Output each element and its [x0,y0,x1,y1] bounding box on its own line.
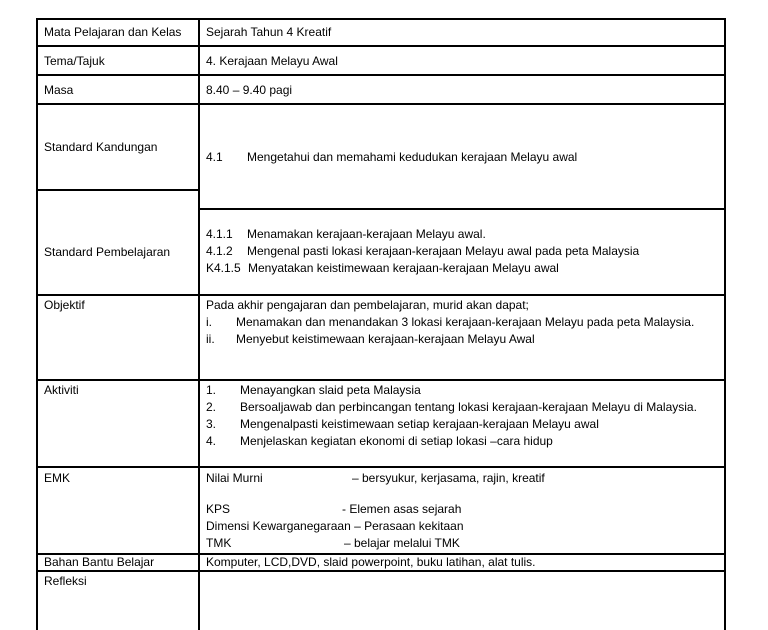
aktiviti-number: 1. [206,383,217,397]
emk-value: – bersyukur, kerjasama, rajin, kreatif [352,471,545,485]
emk-key: Dimensi Kewarganegaraan – Perasaan kekitaan [206,519,464,533]
objektif-intro: Pada akhir pengajaran dan pembelajaran, murid akan dapat; [206,298,529,312]
objektif-item [206,331,535,348]
sp-item [206,243,639,260]
row-divider [36,45,726,47]
aktiviti-item [206,433,553,450]
sp-number: 4.1.1 [206,227,233,241]
sk-number: 4.1 [206,150,223,164]
row-divider [36,189,200,191]
sp-text: Menyatakan keistimewaan kerajaan-kerajaan Melayu awal [248,261,559,275]
label-standard-kandungan: Standard Kandungan [44,140,158,154]
table-border-left [36,18,38,630]
label-bahan: Bahan Bantu Belajar [44,555,155,569]
value-tema: 4. Kerajaan Melayu Awal [206,54,338,68]
objektif-number: i. [206,315,212,329]
emk-value: - Elemen asas sejarah [342,502,462,516]
label-refleksi: Refleksi [44,574,87,588]
sp-number: 4.1.2 [206,244,233,258]
emk-key: Nilai Murni [206,471,263,485]
label-emk: EMK [44,471,71,485]
aktiviti-number: 4. [206,434,217,448]
label-tema: Tema/Tajuk [44,54,105,68]
sp-number: K4.1.5 [206,261,241,275]
sp-text: Menamakan kerajaan-kerajaan Melayu awal. [247,227,486,241]
label-aktiviti: Aktiviti [44,383,79,397]
row-divider [36,466,726,468]
row-divider [36,294,726,296]
aktiviti-item [206,382,421,399]
value-standard-kandungan [206,149,577,166]
aktiviti-item [206,399,697,416]
aktiviti-number: 2. [206,400,217,414]
aktiviti-text: Menayangkan slaid peta Malaysia [240,383,421,397]
objektif-text: Menamakan dan menandakan 3 lokasi kerajaan-kerajaan Melayu pada peta Malaysia. [236,315,695,329]
table-border-right [724,18,726,630]
row-divider [36,74,726,76]
aktiviti-item [206,416,599,433]
lesson-plan-table [36,18,726,630]
aktiviti-text: Bersoaljawab dan perbincangan tentang lokasi kerajaan-kerajaan Melayu di Malaysia. [240,400,697,414]
row-divider [36,379,726,381]
table-border-top [36,18,726,20]
aktiviti-number: 3. [206,417,217,431]
emk-key: KPS [206,502,231,516]
objektif-text: Menyebut keistimewaan kerajaan-kerajaan Melayu Awal [236,332,535,346]
row-divider [198,208,726,210]
sp-item [206,226,486,243]
emk-value: – belajar melalui TMK [344,536,460,550]
aktiviti-text: Mengenalpasti keistimewaan setiap kerajaan-kerajaan Melayu awal [240,417,599,431]
label-standard-pembelajaran: Standard Pembelajaran [44,245,171,259]
objektif-number: ii. [206,332,215,346]
table-column-divider [198,18,200,630]
row-divider [36,103,726,105]
value-masa: 8.40 – 9.40 pagi [206,83,293,97]
value-mata-pelajaran: Sejarah Tahun 4 Kreatif [206,25,332,39]
label-masa: Masa [44,83,74,97]
sk-text: Mengetahui dan memahami kedudukan kerajaan Melayu awal [247,150,578,164]
value-bahan: Komputer, LCD,DVD, slaid powerpoint, buku latihan, alat tulis. [206,555,536,569]
label-objektif: Objektif [44,298,85,312]
sp-text: Mengenal pasti lokasi kerajaan-kerajaan Melayu awal pada peta Malaysia [247,244,640,258]
label-mata-pelajaran: Mata Pelajaran dan Kelas [44,25,182,39]
objektif-item [206,314,694,331]
emk-key: TMK [206,536,232,550]
aktiviti-text: Menjelaskan kegiatan ekonomi di setiap lokasi –cara hidup [240,434,553,448]
sp-item [206,260,559,277]
